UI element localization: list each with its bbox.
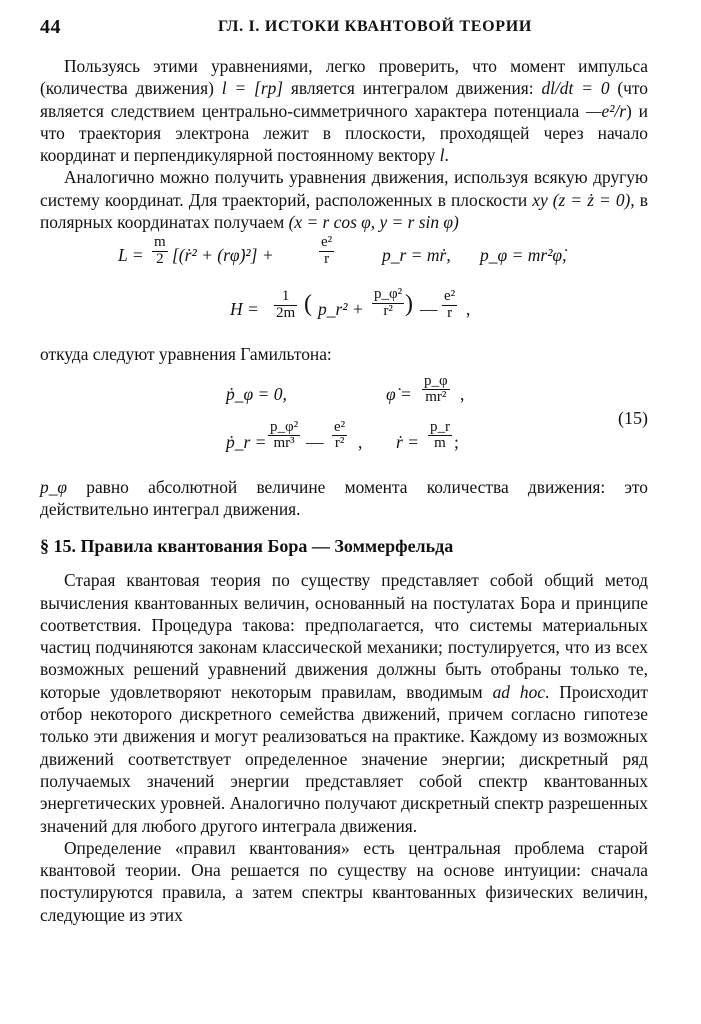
page-body (40, 55, 648, 926)
frac-num: e² (444, 288, 456, 305)
right-paren: ) (405, 291, 413, 318)
formula-xy: xy (532, 189, 548, 210)
fraction-1-over-2m (274, 289, 297, 322)
frac-den: m (434, 435, 446, 452)
formula-dl-dt: dl/dt = 0 (541, 78, 610, 99)
section-heading: § 15. Правила квантования Бора — Зоммерфельда (40, 536, 454, 557)
fraction-pr-over-m (428, 420, 452, 453)
frac-num: p_φ² (270, 418, 299, 435)
text-span: Старая квантовая теория по существу представляет собой общий метод вычисления квантованных величин, основанный на постулатах Бора и принципе соответствия. Процедура такова: предполагается, что системы материальных частиц подчиняются законам классической механики; постулируется, что из всех возможных решений уравнений движения должны быть отобраны только те, которые удовлетворяют некоторым правилам, вводимым (40, 570, 648, 702)
fraction-e2-over-r2 (332, 420, 347, 453)
text-span: , в полярных координатах получаем (40, 189, 648, 233)
fraction-m-over-2 (152, 235, 168, 268)
paragraph-polar-coordinates (40, 166, 648, 233)
text-span: Аналогично можно получить уравнения движения, используя всякую другую систему координат. Для траекторий, расположенных в плоскости (40, 167, 648, 210)
eq-pphi-dot: ṗ_φ = 0, (226, 383, 287, 404)
equation-lagrangian (40, 234, 648, 281)
formula-potential: —e²/r (586, 100, 627, 121)
equations-hamilton (40, 372, 648, 472)
eq-H-pr2: p_r² + (318, 299, 364, 320)
paragraph-old-quantum-theory (40, 569, 648, 837)
comma: , (466, 299, 471, 320)
frac-num: m (154, 234, 166, 251)
semicolon: ; (454, 431, 459, 452)
fraction-pphi2-over-r2 (372, 287, 404, 320)
italic-ad-hoc: ad hoc (492, 681, 545, 702)
text-span: равно абсолютной величине момента количества движения: это действительно интеграл движения. (40, 476, 648, 519)
formula-vector-l: l (439, 145, 445, 166)
frac-den: r (447, 305, 453, 322)
text-span: Пользуясь этими уравнениями, легко проверить, что момент импульса (количества движения) (40, 56, 648, 99)
paragraph-angular-momentum (40, 55, 648, 166)
text-span: . (444, 145, 449, 166)
frac-den: r² (334, 435, 345, 452)
page-header (40, 16, 660, 42)
equation-number: (15) (618, 407, 648, 428)
page-number: 44 (40, 16, 61, 38)
frac-den: 2m (276, 305, 296, 322)
frac-num: p_φ (424, 372, 448, 389)
minus-sign: — (306, 431, 324, 452)
formula-z: (z = ż = 0) (552, 189, 631, 210)
eq-pphi: p_φ = mr²φ̇, (480, 245, 567, 266)
text-hamilton-intro: откуда следуют уравнения Гамильтона: (40, 344, 332, 365)
frac-num: p_φ² (374, 286, 403, 303)
fraction-e2-over-r (319, 235, 334, 268)
eq-H-lhs: H = (230, 299, 259, 320)
running-title: ГЛ. I. ИСТОКИ КВАНТОВОЙ ТЕОРИИ (218, 18, 533, 35)
paragraph-pphi (40, 476, 648, 521)
frac-num: e² (334, 418, 346, 435)
frac-num: p_r (430, 418, 450, 435)
comma: , (358, 431, 363, 452)
fraction-pphi-over-mr2 (422, 374, 450, 407)
formula-polar: (x = r cos φ, y = r sin φ) (288, 212, 459, 233)
frac-den: 2 (156, 251, 164, 268)
frac-den: mr² (425, 389, 447, 406)
left-paren: ( (304, 291, 312, 318)
frac-den: r² (383, 303, 393, 320)
frac-num: 1 (274, 289, 297, 306)
comma: , (460, 383, 465, 404)
paragraph-quantization-rules: Определение «правил квантования» есть центральная проблема старой квантовой теории. Она решается по существу на основе интуиции: сначала постулируются правила, а затем спектры квантованных физических величин, следующие из этих (40, 837, 648, 925)
text-span: является интегралом движения: (283, 78, 542, 99)
eq-L-kinetic: [(ṙ² + (rφ̇)²] + (172, 245, 274, 266)
text-span: (что является следствием центрально-симметричного характера потенциала (40, 78, 648, 121)
frac-den: r (324, 251, 330, 268)
minus-sign: — (420, 299, 438, 320)
equation-hamiltonian (40, 287, 648, 337)
eq-pr: p_r = mṙ, (382, 245, 451, 266)
fraction-e2-over-r-H (442, 289, 457, 322)
text-span: ) и что траектория электрона лежит в плоскости, проходящей через начало координат и перпендикулярной постоянному вектору (40, 100, 648, 166)
eq-phi-dot: φ̇ = (386, 383, 412, 404)
eq-pr-dot: ṗ_r = (226, 431, 267, 452)
eq-r-dot: ṙ = (396, 431, 419, 452)
formula-pphi: p_φ (40, 476, 68, 497)
text-span: . Происходит отбор некоторого дискретного семейства движений, причем согласно гипотезе только эти движения и могут реализоваться на практике. Каждому из возможных движений соответствует определенное значение энергии; дискретный ряд получаемых значений энергии представляет собой спектр квантованных энергетических уровней. Аналогично получают дискретный спектр разрешенных значений для любого другого интеграла движения. (40, 681, 648, 836)
frac-num: e² (321, 234, 333, 251)
frac-den: mr³ (273, 435, 295, 452)
formula-l: l = [rp] (221, 78, 284, 99)
fraction-pphi2-over-mr3 (268, 420, 300, 453)
eq-L-lhs: L = (118, 245, 144, 266)
